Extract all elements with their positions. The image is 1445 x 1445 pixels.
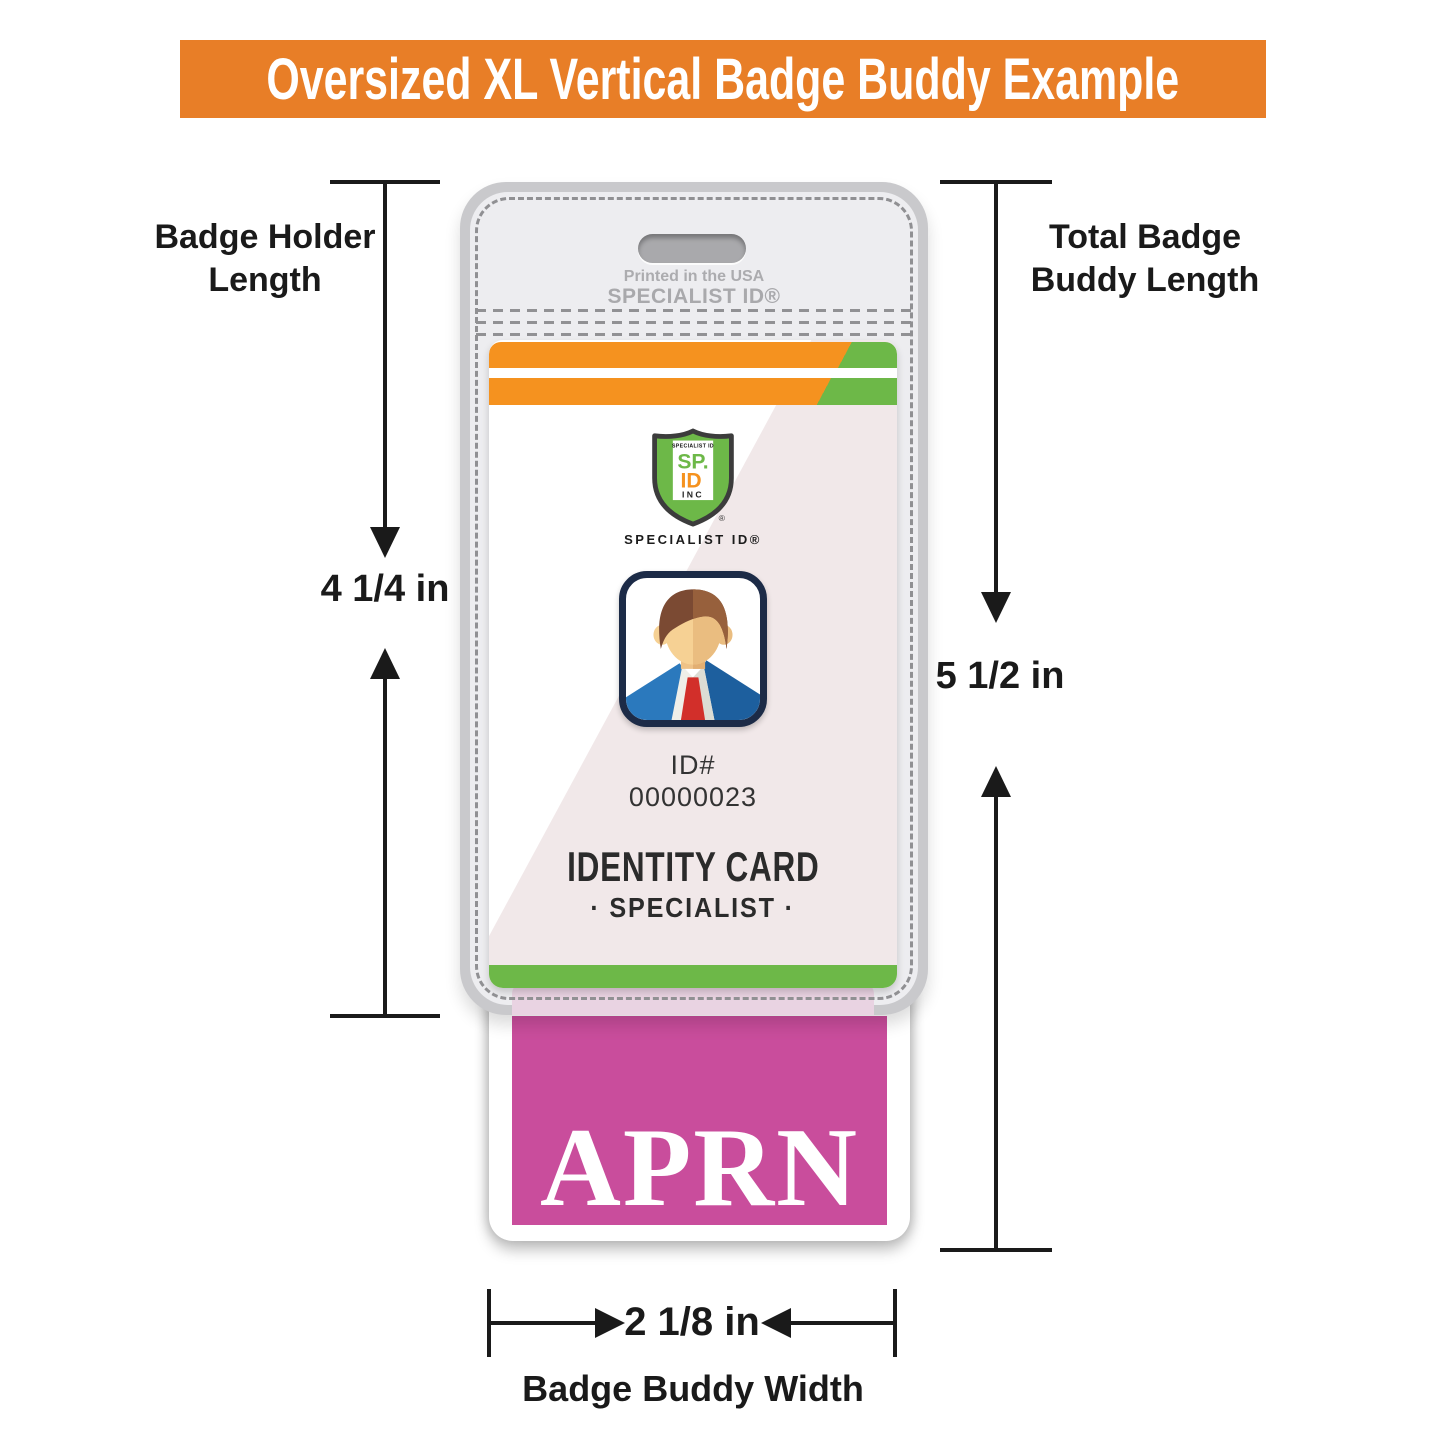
- dimension-tick: [330, 1014, 440, 1018]
- badge-buddy-pink-panel: [512, 1016, 887, 1230]
- company-logo: [489, 428, 897, 533]
- logo-registered-mark: ®: [718, 513, 725, 524]
- printed-in-usa-text: Printed in the USA: [623, 268, 765, 285]
- card-title-text: IDENTITY CARD: [566, 843, 820, 890]
- card-stripe-gap: [489, 368, 897, 378]
- logo-id-text: ID: [680, 469, 702, 493]
- badge-buddy-tag: [489, 985, 910, 1241]
- id-number: 00000023: [628, 782, 758, 812]
- holder-brand-text: SPECIALIST ID®: [607, 285, 781, 308]
- card-subtitle: [489, 892, 897, 924]
- badge-buddy-role-text: APRN: [539, 1105, 860, 1230]
- dimension-line: [994, 795, 998, 1248]
- card-title: [489, 843, 897, 891]
- dimension-line: [383, 677, 387, 1017]
- logo-top-text: SPECIALIST ID: [671, 443, 715, 450]
- arrow-left-icon: [761, 1308, 791, 1338]
- badge-holder-length-label: Badge Holder Length: [154, 218, 376, 299]
- arrow-down-icon: [981, 592, 1011, 623]
- page-title: Oversized XL Vertical Badge Buddy Example: [266, 46, 1180, 112]
- badge-holder: [460, 182, 928, 1015]
- badge-buddy-width-label: Badge Buddy Width: [522, 1368, 864, 1409]
- stitch-seam: [476, 309, 912, 312]
- stitch-seam: [476, 333, 912, 336]
- dimension-line: [789, 1321, 895, 1325]
- lanyard-slot: [638, 234, 746, 263]
- arrow-down-icon: [370, 527, 400, 558]
- logo-sp-text: SP.: [677, 450, 709, 474]
- id-label: ID#: [670, 750, 716, 780]
- arrow-up-icon: [981, 766, 1011, 797]
- title-banner: [180, 40, 1266, 118]
- logo-caption: SPECIALIST ID®: [624, 532, 762, 547]
- stitch-seam: [476, 321, 912, 324]
- arrow-up-icon: [370, 648, 400, 679]
- card-top-stripe-2: [489, 378, 897, 405]
- dimension-line: [489, 1321, 595, 1325]
- card-top-stripe-1: [489, 342, 897, 368]
- identity-card: [489, 340, 897, 988]
- badge-holder-length-value: 4 1/4 in: [320, 568, 450, 610]
- photo-frame: [619, 571, 767, 727]
- total-badge-buddy-length-label: Total Badge Buddy Length: [1030, 218, 1260, 299]
- shield-logo-icon: [645, 428, 741, 528]
- logo-inc-text: INC: [681, 489, 705, 500]
- avatar-icon: [626, 578, 760, 720]
- dimension-tick: [940, 1248, 1052, 1252]
- card-subtitle-text: · SPECIALIST ·: [590, 892, 796, 923]
- badge-buddy-width-value: 2 1/8 in: [624, 1300, 760, 1344]
- card-bottom-stripe: [489, 965, 897, 988]
- total-badge-buddy-length-value: 5 1/2 in: [935, 655, 1065, 697]
